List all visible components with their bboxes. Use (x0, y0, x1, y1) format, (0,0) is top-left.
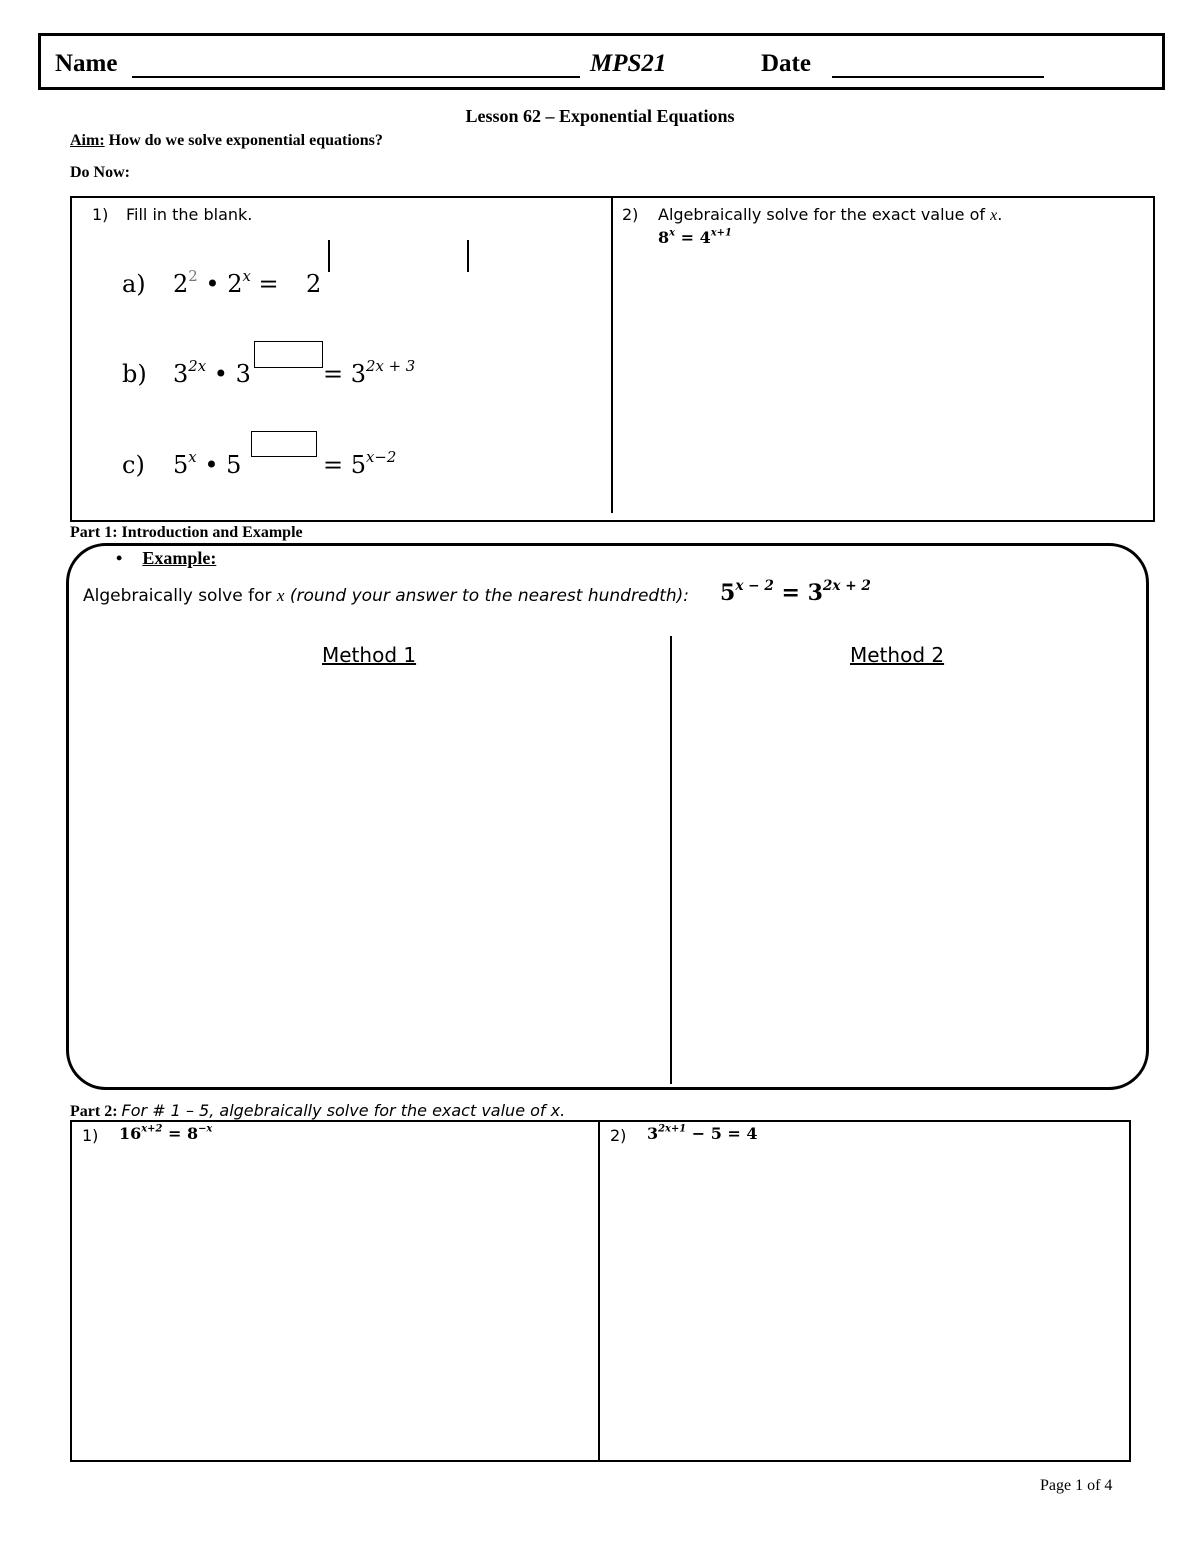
q1b-lhs: $3^{2x}$ • 3 (173, 356, 251, 388)
q1c-lhs: 5$^x$ • 5 (173, 447, 242, 479)
method1-heading: Method 1 (322, 643, 417, 667)
part2-p1-equation: $16^{x+2} = 8^{-x}$ (119, 1123, 213, 1143)
part2-p2-equation: $3^{2x+1} - 5 = 4$ (647, 1123, 758, 1143)
do-now-label: Do Now: (70, 164, 130, 181)
part1-equation: $5^{x - 2} = 3^{2x + 2}$ (720, 577, 871, 606)
q1c-blank-box[interactable] (251, 431, 317, 457)
method2-heading: Method 2 (850, 643, 945, 667)
aim-label: Aim: (70, 132, 105, 149)
part1-example-box (66, 543, 1149, 1090)
part2-p1-num: 1) (82, 1126, 99, 1145)
name-label: Name (55, 50, 118, 77)
lesson-title: Lesson 62 – Exponential Equations (465, 106, 735, 126)
part1-label: Part 1: Introduction and Example (70, 524, 303, 541)
do-now-divider (611, 197, 613, 513)
part2-p2-num: 2) (610, 1126, 627, 1145)
q1a-blank-left (328, 240, 330, 272)
do-now-q2-equation: $8^x = 4^{x+1}$ (658, 227, 732, 247)
q1a-label: a) (122, 270, 146, 298)
do-now-q1-num: 1) (92, 205, 109, 224)
do-now-q2-text: Algebraically solve for the exact value of x. (658, 205, 1003, 224)
aim-line (70, 132, 383, 150)
q1b-rhs: = $3^{2x + 3}$ (323, 356, 416, 388)
do-now-q2-num: 2) (622, 205, 639, 224)
page-number: Page 1 of 4 (1040, 1477, 1113, 1494)
course-code: MPS21 (590, 50, 667, 77)
part2-header: Part 2: For # 1 – 5, algebraically solve for the exact value of x. (70, 1101, 566, 1120)
q1b-blank-box[interactable] (254, 341, 323, 368)
q1c-label: c) (122, 451, 145, 479)
part1-example-heading: • Example: (116, 548, 217, 568)
method-divider (670, 636, 672, 1084)
name-blank[interactable] (132, 76, 580, 78)
part1-prompt: Algebraically solve for x (round your answer to the nearest hundredth): (83, 586, 689, 606)
part2-box (70, 1120, 1131, 1462)
q1b-label: b) (122, 360, 147, 388)
date-label: Date (761, 50, 811, 77)
q1a-rhs-base: 2 (306, 270, 322, 298)
date-blank[interactable] (832, 76, 1044, 78)
q1c-rhs: = $5^{x-2}$ (323, 447, 397, 479)
q1a-expression: $2^2$ • $2^x$ = (173, 266, 279, 298)
q1a-blank-right (467, 240, 469, 272)
do-now-q1-text: Fill in the blank. (126, 205, 253, 224)
aim-question: How do we solve exponential equations? (108, 132, 383, 149)
part2-divider (598, 1121, 600, 1461)
